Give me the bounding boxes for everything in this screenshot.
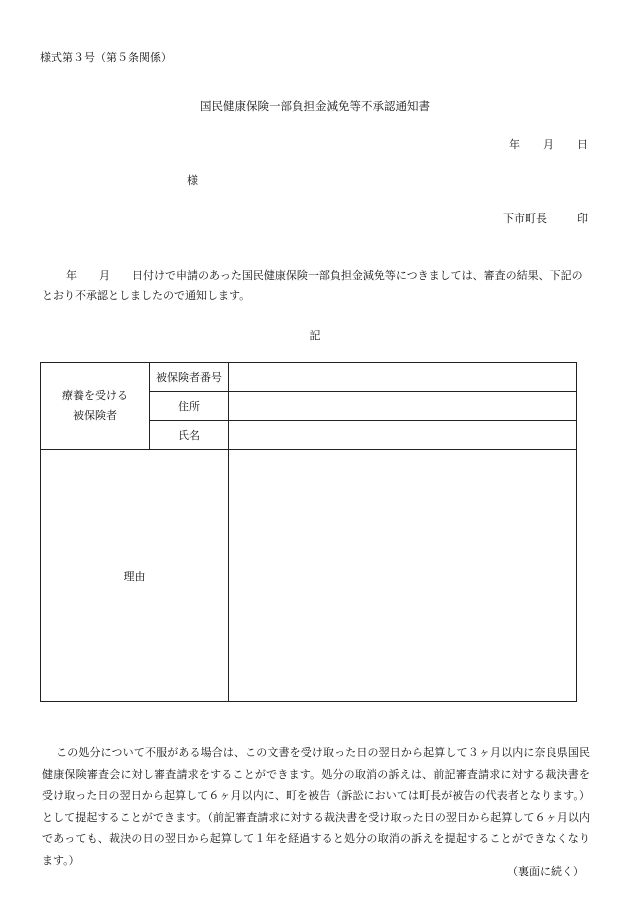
address-label: 住所: [150, 392, 229, 421]
ki-heading: 記: [309, 329, 321, 342]
insured-group-label-line2: 被保険者: [73, 409, 117, 422]
issuer-line: [503, 210, 588, 226]
insured-group-label-line1: 療養を受ける: [62, 389, 128, 402]
body-text: 日付けで申請のあった国民健康保険一部負担金減免等につきましては、審査の結果、下記のとおり不承認としましたので通知します。: [42, 269, 583, 302]
insured-number-field[interactable]: [229, 363, 577, 392]
form-number: 様式第３号（第５条関係）: [40, 51, 172, 64]
continued-on-back: （裏面に続く）: [507, 865, 584, 878]
reason-field[interactable]: [229, 450, 577, 702]
details-table: [40, 362, 577, 702]
insured-number-row: [41, 363, 577, 392]
name-label: 氏名: [150, 421, 229, 450]
date-month-label: 月: [543, 138, 554, 151]
date-day-label: 日: [577, 138, 588, 151]
document-title: 国民健康保険一部負担金減免等不承認通知書: [200, 99, 430, 113]
date-year-label: 年: [509, 138, 520, 151]
issue-date-line: [509, 136, 588, 152]
reason-row: [41, 450, 577, 702]
addressee-honorific: 様: [187, 174, 198, 187]
notice-body: [42, 266, 590, 306]
body-year-label: 年: [66, 269, 77, 282]
body-month-label: 月: [99, 269, 110, 282]
reason-label: 理由: [41, 450, 229, 702]
appeal-notice-text: この処分について不服がある場合は、この文書を受け取った日の翌日から起算して３ヶ月以内に奈良県国民健康保険審査会に対し審査請求をすることができます。処分の取消の訴えは、前記審査請求に対する裁決書を受け取った日の翌日から起算して６ヶ月以内に、町を被告（訴訟においては町長が被告の代表者となります。）として提起することができます。（前記審査請求に対する裁決書を受け取った日の翌日から起算して６ヶ月以内であっても、裁決の日の翌日から起算して１年を経過すると処分の取消の訴えを提起することができなくなります。）: [42, 746, 590, 867]
issuer-name: 下市町長: [503, 212, 547, 225]
seal-mark: 印: [577, 212, 588, 225]
appeal-notice: [42, 742, 590, 871]
address-field[interactable]: [229, 392, 577, 421]
insured-number-label: 被保険者番号: [150, 363, 229, 392]
insured-group-label: [41, 363, 150, 450]
name-field[interactable]: [229, 421, 577, 450]
